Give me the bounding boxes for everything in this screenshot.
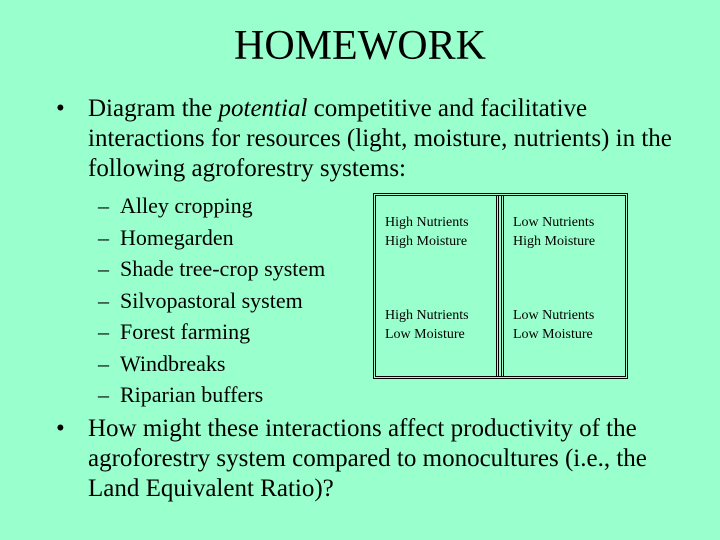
resource-grid xyxy=(373,193,628,379)
grid-cell-line: High Nutrients xyxy=(385,308,469,323)
grid-cell-line: High Nutrients xyxy=(385,215,469,230)
dash-marker: – xyxy=(98,350,109,376)
list-item-label: Alley cropping xyxy=(120,193,253,218)
grid-cell-line: High Moisture xyxy=(513,234,596,249)
dash-marker: – xyxy=(98,382,109,407)
bullet-text-emphasis: potential xyxy=(218,95,308,122)
grid-cell-line: Low Nutrients xyxy=(513,215,595,230)
dash-marker: – xyxy=(98,193,109,218)
list-item-label: Silvopastoral system xyxy=(120,287,303,313)
list-item-label: Shade tree-crop system xyxy=(120,256,326,281)
grid-cell-line: Low Moisture xyxy=(385,327,465,342)
dash-marker: – xyxy=(98,224,109,250)
grid-cell-top-left xyxy=(385,213,469,251)
bullet-marker: • xyxy=(56,95,65,122)
bullet-text-end: competitive and facilitative interactions for resources (light, moisture, nutrients) in the following agroforestry systems: xyxy=(88,95,672,182)
grid-cell-line: Low Moisture xyxy=(513,327,593,342)
list-item-label: Homegarden xyxy=(120,224,234,250)
dash-marker: – xyxy=(98,319,109,344)
list-item-label: Windbreaks xyxy=(120,350,226,376)
bullet-marker: • xyxy=(56,415,65,442)
grid-cell-bottom-left xyxy=(385,306,469,344)
grid-cell-line: High Moisture xyxy=(385,234,468,249)
dash-marker: – xyxy=(98,256,109,281)
grid-cell-top-right xyxy=(513,213,595,251)
grid-cell-line: Low Nutrients xyxy=(513,308,595,323)
dash-marker: – xyxy=(98,287,109,313)
list-item-label: Forest farming xyxy=(120,319,251,344)
bullet-productivity-question xyxy=(56,414,676,504)
bullet-diagram-instruction xyxy=(56,94,676,184)
slide-title: HOMEWORK xyxy=(234,23,486,69)
grid-divider xyxy=(496,196,504,376)
list-item-label: Riparian buffers xyxy=(120,382,264,407)
grid-cell-bottom-right xyxy=(513,306,594,344)
bullet-text: How might these interactions affect productivity of the agroforestry system compared to monocultures (i.e., the Land Equivalent Ratio)? xyxy=(88,415,647,502)
bullet-text xyxy=(88,94,676,184)
bullet-text-start: Diagram the xyxy=(88,95,219,122)
